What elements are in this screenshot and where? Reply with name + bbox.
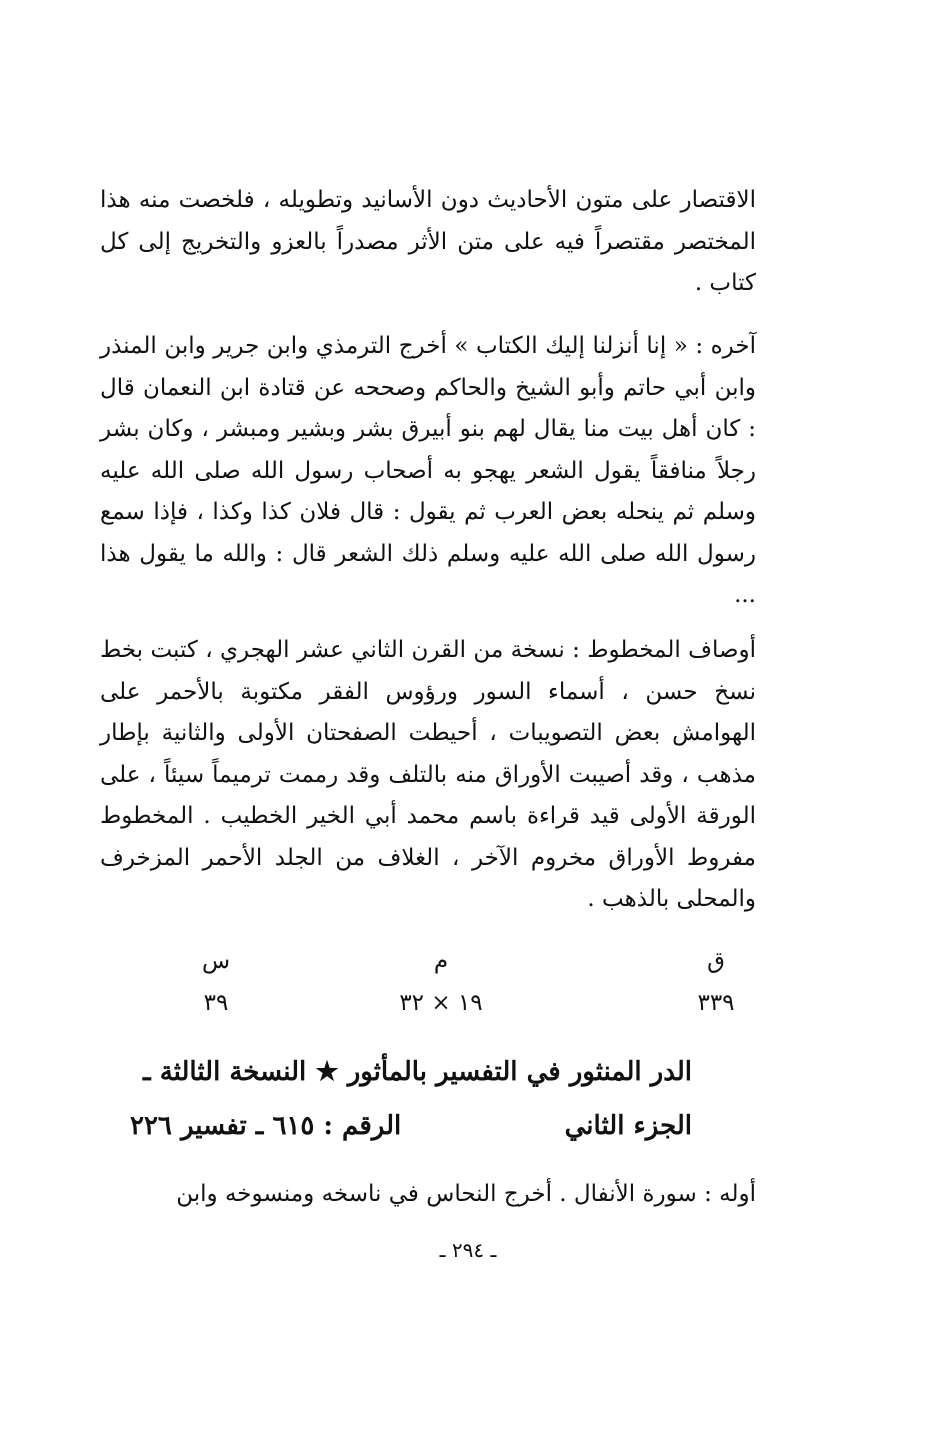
- page-number: ـ ٢٩٤ ـ: [439, 1238, 497, 1262]
- paragraph-manuscript-beginning: أوله : سورة الأنفال . أخرج النحاس في ناسخه ومنسوخه وابن: [176, 1181, 756, 1207]
- entry-number: الرقم : ٦١٥ ـ تفسير ٢٢٦: [130, 1111, 402, 1141]
- entry-title: الدر المنثور في التفسير بالمأثور ★ النسخة الثالثة ـ: [143, 1057, 692, 1087]
- value-leaves: ٣٣٩: [697, 990, 735, 1016]
- paragraph-manuscript-ending: آخره : « إنا أنزلنا إليك الكتاب » أخرج الترمذي وابن جرير وابن المنذر وابن أبي حاتم وأبو الشيخ والحاكم وصححه عن قتادة ابن النعمان قال : كان أهل بيت منا يقال لهم بنو أبيرق بشر وبشير ومبشر ، وكان بشر رجلاً منافقاً يقول الشعر يهجو به أصحاب رسول الله صلى الله عليه وسلم ثم ينحله بعض العرب ثم يقول : قال فلان كذا وكذا ، فإذا سمع رسول الله صلى الله عليه وسلم ذلك الشعر قال : والله ما يقول هذا ...: [100, 333, 756, 608]
- value-lines: ٣٩: [203, 990, 229, 1016]
- label-dimensions: م: [433, 948, 449, 974]
- measurement-values-row: [100, 990, 756, 1026]
- measurement-labels-row: [100, 948, 756, 984]
- value-dimensions: ١٩ × ٣٢: [399, 990, 483, 1016]
- paragraph-manuscript-description: أوصاف المخطوط : نسخة من القرن الثاني عشر الهجري ، كتبت بخط نسخ حسن ، أسماء السور ورؤوس الفقر مكتوبة بالأحمر على الهوامش بعض التصويبات ، أحيطت الصفحتان الأولى والثانية بإطار مذهب ، وقد أصيبت الأوراق منه بالتلف وقد رممت ترميماً سيئاً ، على الورقة الأولى قيد قراءة باسم محمد أبي الخير الخطيب . المخطوط مفروط الأوراق مخروم الآخر ، الغلاف من الجلد الأحمر المزخرف والمحلى بالذهب .: [100, 637, 756, 912]
- label-leaves: ق: [707, 948, 725, 974]
- label-lines: س: [201, 948, 231, 974]
- document-page: [100, 180, 756, 1300]
- entry-part: الجزء الثاني: [564, 1111, 692, 1141]
- paragraph-intro-summary: الاقتصار على متون الأحاديث دون الأسانيد وتطويله ، فلخصت منه هذا المختصر مقتصراً فيه على متن الأثر مصدراً بالعزو والتخريج إلى كل كتاب .: [100, 187, 756, 296]
